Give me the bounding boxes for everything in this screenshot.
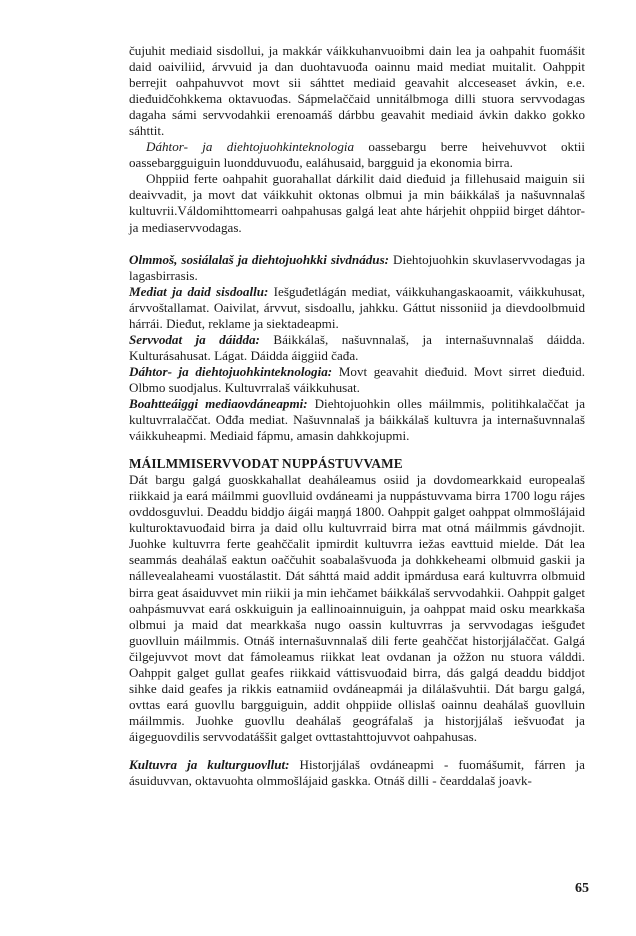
topic-title: Olmmoš, sosiálalaš ja diehtojuohkki sivdnádus: [129, 251, 390, 267]
paragraph-text: oassebargu berre heivehuvvot oktii oassebargguiguin luondduvuođu, ealáhusaid, bargguid ja ekonomia birra. [129, 139, 586, 171]
topic-text: Diehtojuohkin olles máilmmis, politihkalaččat ja kultuvrralaččat. Ođđa mediat. Našuvnnalaš ja báikkálaš kultuvra ja internašuvnnalaš váikkuheapmi. Mediaid fápmu, amasin dahkkojupmi. [129, 395, 586, 444]
text-column [129, 43, 585, 789]
topic-entry [129, 284, 585, 332]
page-number: 65 [575, 881, 589, 896]
topic-entry [129, 252, 585, 284]
paragraph-world-society: Dát bargu galgá guoskkahallat deaháleamus osiid ja dovdomearkkaid europealaš riikkaid ja eará máilmmi guovlluid ovdáneami ja nuppástuvvama birra 1700 logu rájes ovddosguvlui. Deaddu biddjo áigái maŋŋá 1800. Oahppit galget oahppat olmmošlájaid kulturoktavuođaid birra ja daid ollu kultuvrraid birra mat otná máilmmis gávdnojit. Juohke kultuvrra ferte geahččalit ipmirdit kultuvrra iežas eavttuid mielde. Dát lea seammás deahálaš eaktun oaččuhit soabalašvuođa ja dohkkeheami olbmuid gaskii ja nállevealaheami vuostálastit. Dát sáhttá maid addit ipmárdusa eará kultuvrra olbmuid birra geat ásaiduvvet min riikii ja min iehčamet báikkálaš servvodahkii. Oahppit galget oahpásmuvvat eará oskkuiguin ja eallinoainnuiguin, ja oahppat maid osku mearkkaša olbmui ja maid dat mearkkaša nugo oassin kultuvrras ja servvodagas iešguđet guovlluin máilmmis. Otnáš internašuvnnalaš dili ferte geahččat historjjálaččat. Galgá čilgejuvvot movt dat fámoleamus riikkat leat ovdanan ja ožžon nu stuora válddi. Oahppit galget gullat geafes riikkaid váttisvuođaid birra, dás galgá deaddu biddjot sihke daid geafes ja rikkis eatnamiid ovdáneapmái ja dilálašvuhtii. Dát bargu galgá, ovttas eará guovllu bargguiguin, addit ohppiide ollislaš oainnu deahálaš guovlluin máilmmis. Juohke guovllu deahálaš geográfalaš ja historjjálaš iešvuođat ja áigeguovdilis servvodatáššit galget ovttastahttojuvvot oahpahusas. [129, 472, 585, 744]
topic-title: Boahtteáiggi mediaovdáneapmi: [129, 395, 308, 411]
topic-term: Dáhtor- ja diehtojuohkinteknologia [146, 139, 355, 155]
paragraph-media-literacy: čujuhit mediaid sisdollui, ja makkár váikkuhanvuoibmi dain lea ja oahpahit fuomášit daid oaiviliid, árvvuid ja dan duohtavuođa oainnu maid mediat muitalit. Oahppit berrejit oahpahuvvot movt sii sáhttet mediaid geavahit alcceseaset ávkin, e.e. dieđuidčohkkema oktavuođas. Sápmelaččaid unnitálbmoga dilli stuora servvodagas dagaha sámi servvodahkii erenoamáš dárbbu geavahit mediaid ávkin dakko gokko sáhttit. [129, 43, 585, 139]
paragraph-critical-analysis: Ohppiid ferte oahpahit guorahallat dárkilit daid dieđuid ja fillehusaid maiguin sii deaivvadit, ja movt dat váikkuhit oktonas olbmui ja min báikkálaš ja našuvnnalaš kultuvrii.Váldomihttomearri oahpahusas galgá leat ahte hárjehit ohppiid birget dáhtor- ja mediaservvodagas. [129, 171, 585, 235]
topic-title: Servvodat ja dáidda: [129, 331, 260, 347]
topic-title: Kultuvra ja kulturguovllut: [129, 756, 290, 772]
topic-text: Iešguđetlágán mediat, váikkuhangaskaoamit, váikkuhusat, árvvoštallamat. Oaivilat, árvvut, sisdoallu, jahkku. Gáttut nissoniid ja dievdoolbmuid hárrái. Dieđut, reklame ja siektadeapmi. [129, 283, 585, 331]
topic-title: Mediat ja daid sisdoallu: [129, 283, 269, 299]
topic-title: Dáhtor- ja diehtojuohkinteknologia: [129, 363, 333, 379]
topic-entry [129, 396, 585, 444]
paragraph-computer-technology [129, 139, 585, 171]
topic-entry [129, 757, 585, 789]
topic-text: Movt geavahit dieđuid. Movt sirret dieđuid. Olbmo suodjalus. Kultuvrralaš váikkuhusat. [129, 363, 585, 395]
topic-text: Diehtojuohkin skuvlaservvodagas ja lagasbirrasis. [129, 251, 585, 283]
section-heading: MÁILMMISERVVODAT NUPPÁSTUVVAME [129, 456, 403, 472]
topic-entry [129, 364, 585, 396]
topic-entry [129, 332, 585, 364]
topic-text: Báikkálaš, našuvnnalaš, ja internašuvnnalaš dáidda. Kulturásahusat. Lágat. Dáidda áiggiid čađa. [129, 331, 585, 363]
topic-text: Historjjálaš ovdáneapmi - fuomášumit, fárren ja ásuiduvvan, oktavuohta olmmošlájaid gaskka. Otnáš dilli - čearddalaš joavk- [129, 756, 585, 789]
